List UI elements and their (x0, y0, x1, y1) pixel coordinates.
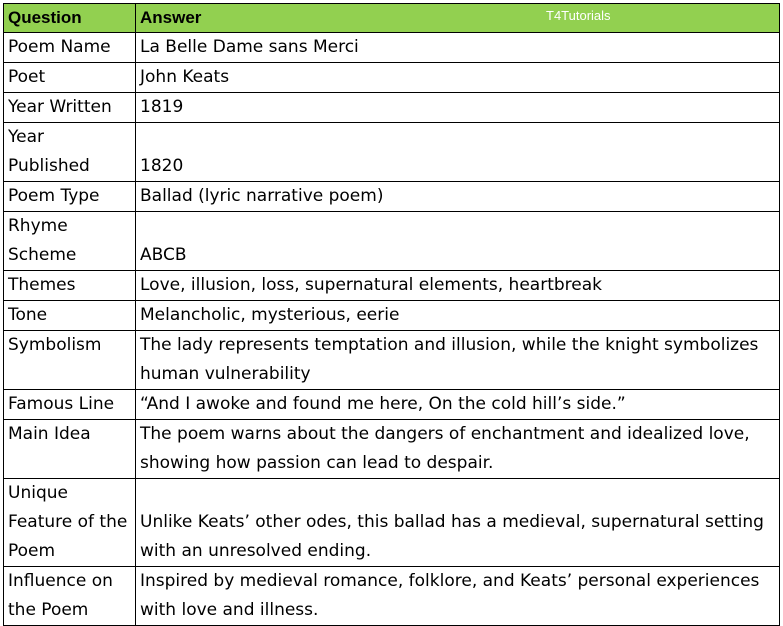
table-row (4, 271, 780, 301)
answer-cell: Love, illusion, loss, supernatural elements, heartbreak (136, 271, 780, 301)
answer-cell: The poem warns about the dangers of enchantment and idealized love, showing how passion can lead to despair. (136, 420, 780, 479)
table-row (4, 567, 780, 626)
answer-cell: ABCB (136, 212, 780, 271)
answer-cell: Melancholic, mysterious, eerie (136, 301, 780, 331)
answer-cell: 1820 (136, 123, 780, 182)
table-row (4, 331, 780, 390)
answer-cell: Inspired by medieval romance, folklore, and Keats’ personal experiences with love and illness. (136, 567, 780, 626)
table-row (4, 301, 780, 331)
question-cell: Symbolism (4, 331, 136, 390)
question-cell: Unique Feature of the Poem (4, 479, 136, 567)
question-cell: Year Written (4, 93, 136, 123)
answer-cell: The lady represents temptation and illusion, while the knight symbolizes human vulnerability (136, 331, 780, 390)
poem-facts-table (3, 3, 780, 626)
answer-cell: John Keats (136, 63, 780, 93)
table-row (4, 420, 780, 479)
question-cell: Year Published (4, 123, 136, 182)
answer-cell: La Belle Dame sans Merci (136, 33, 780, 63)
answer-cell: 1819 (136, 93, 780, 123)
table-row (4, 33, 780, 63)
question-cell: Themes (4, 271, 136, 301)
question-cell: Rhyme Scheme (4, 212, 136, 271)
table-row (4, 93, 780, 123)
watermark-text: T4Tutorials (546, 8, 611, 23)
question-cell: Main Idea (4, 420, 136, 479)
question-cell: Tone (4, 301, 136, 331)
table-row (4, 390, 780, 420)
table-row (4, 479, 780, 567)
question-cell: Poet (4, 63, 136, 93)
question-cell: Poem Name (4, 33, 136, 63)
header-question: Question (4, 4, 136, 33)
table-row (4, 182, 780, 212)
header-row (4, 4, 780, 33)
answer-cell: “And I awoke and found me here, On the cold hill’s side.” (136, 390, 780, 420)
table-row (4, 63, 780, 93)
poem-facts-sheet (3, 3, 779, 626)
header-answer-label: Answer (140, 8, 202, 27)
question-cell: Influence on the Poem (4, 567, 136, 626)
table-row (4, 123, 780, 182)
answer-cell: Ballad (lyric narrative poem) (136, 182, 780, 212)
table-row (4, 212, 780, 271)
question-cell: Famous Line (4, 390, 136, 420)
answer-cell: Unlike Keats’ other odes, this ballad has a medieval, supernatural setting with an unresolved ending. (136, 479, 780, 567)
header-answer (136, 4, 780, 33)
question-cell: Poem Type (4, 182, 136, 212)
